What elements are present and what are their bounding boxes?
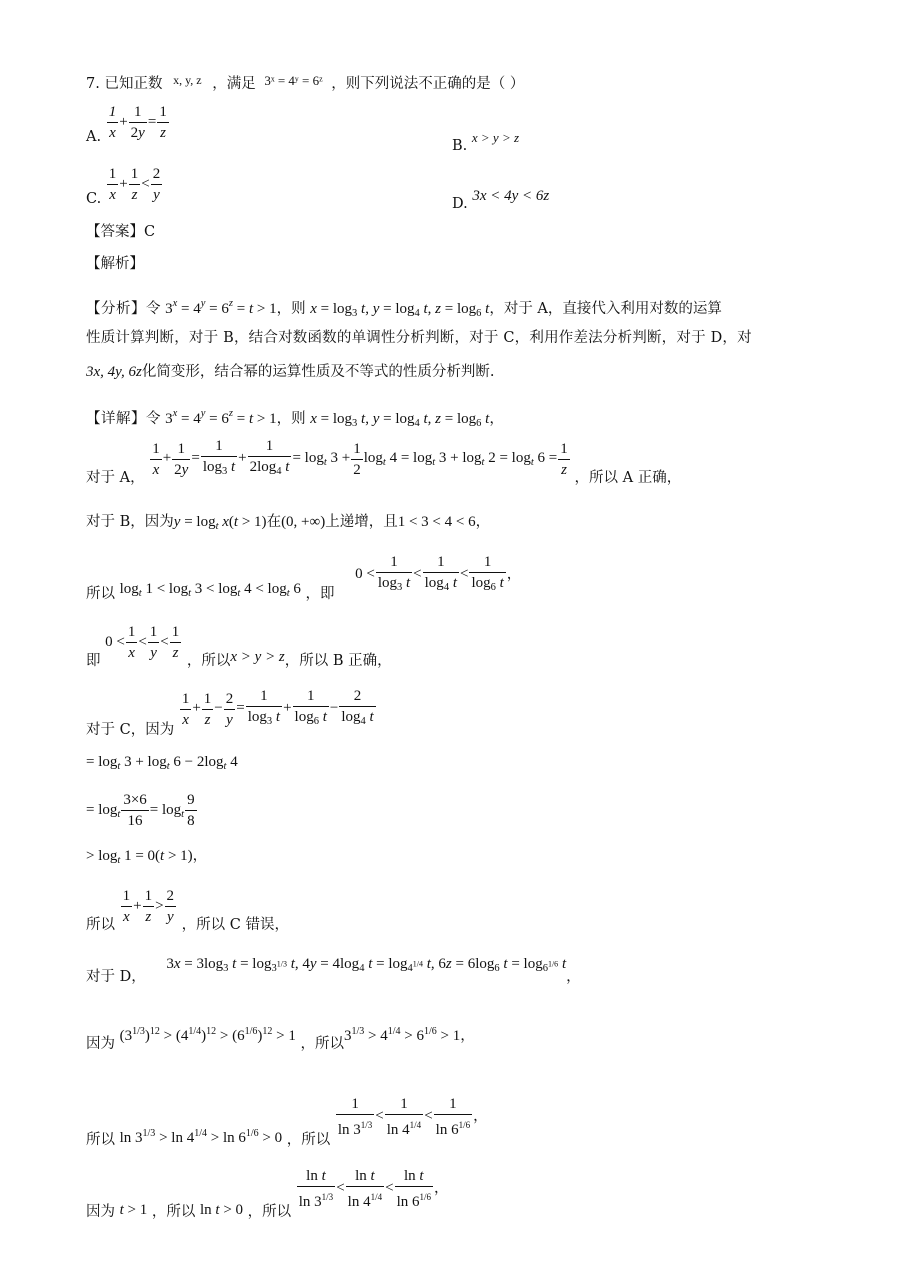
part-d-suoyi-2: 所以: [86, 1132, 115, 1148]
part-c-comma: ，: [192, 848, 208, 864]
part-d-line-3: 所以 $\ln 3^{1/3} > \ln 4^{1/4} > \ln 6^{1/6} > 0$ ，所以 $\frac{1}{\ln 3^{1/3}}$ < $\frac{1}{\ln 4^{1/4}}$ < $\frac{1}{\ln 6^{1/6}}$ ，: [86, 1096, 488, 1148]
stem-mid: ，满足: [212, 76, 256, 92]
question-stem: [86, 70, 524, 94]
xiangjie-line-1: 【详解】令 $3^x = 4^y = 6^z = t > 1$，则 $x = \log_3 t$, $y = \log_4 t$, $z = \log_6 t$，: [86, 408, 504, 429]
option-d-label: D.: [452, 196, 468, 212]
option-a-label: A.: [86, 129, 102, 145]
stem-condition: 3ˣ = 4ʸ = 6ᶻ: [264, 73, 323, 88]
part-d-suoyi: ，所以: [300, 1036, 344, 1052]
part-b-line-3: 即 0 < $\frac{1}{x}$ < $\frac{1}{y}$ < $\frac{1}{z}$ ，所以x > y > z，所以 B 正确，: [86, 624, 392, 669]
part-b-comma: ，: [475, 514, 491, 530]
part-a-formula: $\frac{1}{x}$ + $\frac{1}{2y}$ = $\frac{1}{\log_3 t}$ + $\frac{1}{2\log_4 t}$ = $\log_t 3$ + $\frac{1}{2}$ $\log_t 4 = \log_t 3 + \log_t 2 = \log_t 6$ = $\frac{1}{z}$: [152, 438, 568, 478]
option-b: [452, 128, 519, 156]
part-d-suoyi-5: ，所以: [247, 1204, 292, 1220]
option-d: [452, 186, 549, 214]
stem-suffix: ，则下列说法不正确的是（ ）: [331, 76, 525, 92]
part-c-line-5: 所以 $\frac{1}{x}$ + $\frac{1}{z}$ > $\frac{2}{y}$ ，所以 C 错误，: [86, 888, 289, 933]
option-b-label: B.: [452, 138, 468, 154]
part-b-dizeng: 上递增，且: [325, 514, 398, 530]
stem-prefix: 7. 已知正数: [86, 76, 163, 92]
xiangjie-tag: 【详解】: [86, 411, 146, 427]
part-d-line-4: 因为 t > 1 ，所以 ln t > 0 ，所以 $\frac{\text{ln t}}{\ln 3^{1/3}}$ < $\frac{\text{ln t}}{\ln 4^{1/4}}$ < $\frac{\text{ln t}}{\ln 6^{1/6}}$ ，: [86, 1168, 449, 1220]
xiangjie-ze: ，则: [276, 411, 306, 427]
part-d-yinwei-2: 因为: [86, 1204, 115, 1220]
part-d-comma-2: ，: [460, 1028, 475, 1044]
part-c-suoyi: 所以: [86, 917, 115, 933]
part-d-line-1: 对于 D， $3x = 3\log_3$ $t = \log_{3^{1/3}} t$, $4y = 4\log_4$ $t = \log_{4^{1/4}} t$, $6z = 6\log_6$ $t = \log_{6^{1/6}} t$，: [86, 956, 581, 985]
fenxi-tag: 【分析】: [86, 301, 146, 317]
part-b-tail: ，所以 B 正确，: [284, 653, 392, 669]
stem-vars: x, y, z: [173, 73, 202, 87]
fenxi-ze: ，则: [276, 301, 306, 317]
fenxi-line-2: 性质计算判断，对于 B，结合对数函数的单调性分析判断，对于 C，利用作差法分析判断，对于 D，对: [86, 330, 752, 346]
answer-line: 【答案】C: [86, 224, 156, 240]
part-b-suoyi: 所以: [86, 586, 115, 602]
part-d-label: 对于 D，: [86, 969, 146, 985]
part-d-suoyi-4: ，所以: [151, 1204, 196, 1220]
fenxi-line1-tail: ，对于 A，直接代入利用对数的运算: [489, 301, 722, 317]
option-a: [86, 102, 170, 143]
option-a-formula: $\frac{1}{x}$ + $\frac{1}{2y}$ = $\frac{1}{z}$: [108, 104, 167, 141]
part-b-suoyi: ，所以: [186, 653, 231, 669]
part-b-line-1: 对于 B，因为$y = \log_t x(t > 1)$在(0, +∞)上递增，且1 < 3 < 4 < 6，: [86, 514, 491, 532]
fenxi-line-3: 3x, 4y, 6z化简变形，结合幂的运算性质及不等式的性质分析判断.: [86, 364, 495, 380]
part-a-line: [86, 436, 682, 486]
xiangjie-ling: 令: [146, 411, 161, 427]
fenxi-line-1: 【分析】令 $3^x = 4^y = 6^z = t > 1$，则 $x = \log_3 t$, $y = \log_4 t$, $z = \log_6 t$，对于 A，直接代入利用对数的运算: [86, 298, 722, 319]
option-c-formula: $\frac{1}{x}$ + $\frac{1}{z}$ < $\frac{2}{y}$: [108, 166, 161, 203]
option-d-formula: 3x < 4y < 6z: [472, 188, 550, 204]
option-b-formula: x > y > z: [471, 130, 520, 145]
part-d-yinwei: 因为: [86, 1036, 115, 1052]
option-c: [86, 164, 163, 205]
part-b-line-2: 所以 $\log_t 1 < \log_t 3 < \log_t 4 < \log_t 6$ ，即 0 < $\frac{1}{\log_3 t}$ < $\frac{1}{\log_4 t}$ < $\frac{1}{\log_6 t}$ ，: [86, 554, 522, 602]
part-b-ji2: 即: [86, 653, 101, 669]
part-c-tail: ，所以 C 错误，: [181, 917, 289, 933]
part-d-comma-4: ，: [434, 1180, 449, 1197]
analysis-heading: 【解析】: [86, 256, 144, 272]
part-c-line-4: > $\log_t 1 = 0(t > 1)$，: [86, 848, 208, 866]
part-c-line-1: 对于 C，因为 $\frac{1}{x}$ + $\frac{1}{z}$ − $\frac{2}{y}$ = $\frac{1}{\log_3 t}$ + $\frac{1}{\log_6 t}$ − $\frac{2}{\log_4 t}$: [86, 688, 374, 738]
part-d-line-2: 因为 $(3^{1/3})^{12} > (4^{1/4})^{12} > (6^{1/6})^{12} > 1$ ，所以$3^{1/3} > 4^{1/4} > 6^{1/6} > 1$，: [86, 1026, 475, 1052]
part-d-comma: ，: [566, 969, 581, 985]
part-b-label: 对于 B，因为: [86, 514, 174, 530]
part-d-suoyi-3: ，所以: [286, 1132, 331, 1148]
option-c-label: C.: [86, 191, 102, 207]
part-c-line-3: = $\log_t$ $\frac{3\times 6}{16}$ = $\log_t$ $\frac{9}{8}$: [86, 792, 195, 829]
fenxi-ling: 令: [146, 301, 161, 317]
fenxi-line3-tail: 化简变形，结合幂的运算性质及不等式的性质分析判断.: [141, 364, 495, 380]
part-b-comma-2: ，: [506, 566, 522, 583]
part-b-zai: 在: [266, 514, 282, 530]
part-c-label: 对于 C，因为: [86, 722, 175, 738]
part-a-label: 对于 A，: [86, 470, 145, 486]
part-d-comma-3: ，: [473, 1108, 488, 1125]
part-c-line-2: = $\log_t 3 + \log_t 6 - 2\log_t$ 4: [86, 754, 238, 772]
xiangjie-comma: ，: [489, 411, 504, 427]
part-b-ji: ，即: [305, 586, 335, 602]
part-a-tail: ，所以 A 正确，: [574, 470, 682, 486]
